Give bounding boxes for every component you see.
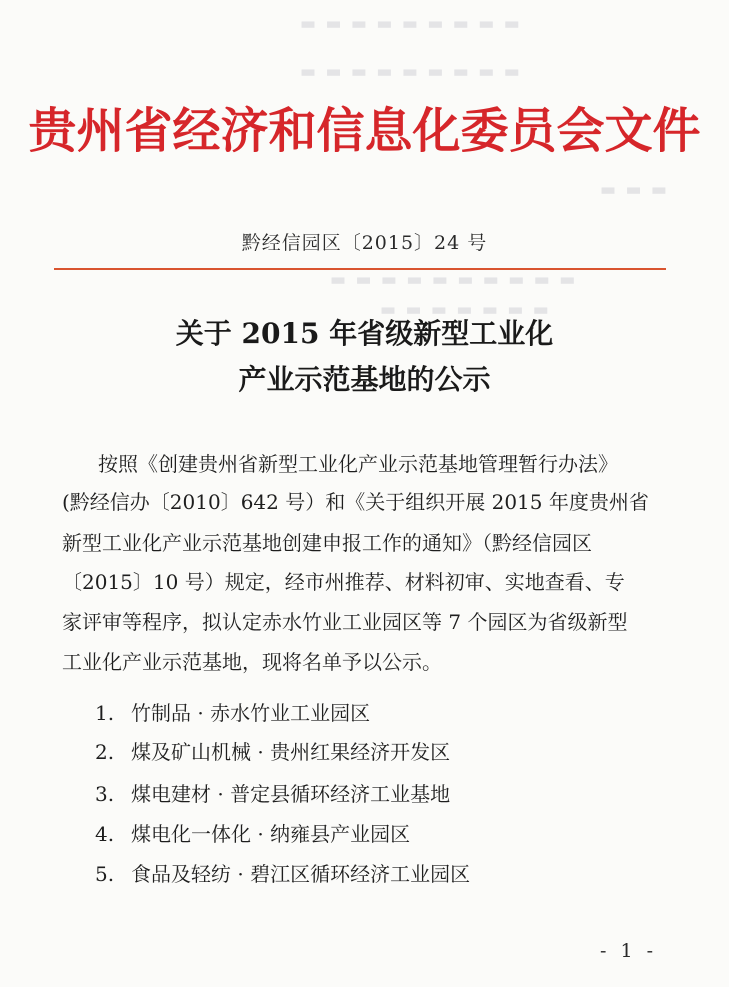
list-item bbox=[95, 780, 450, 808]
document-title-line-1: 关于 2015 年省级新型工业化 bbox=[175, 317, 554, 350]
paragraph-line: 按照《创建贵州省新型工业化产业示范基地管理暂行办法》 bbox=[98, 452, 618, 476]
page-number: - 1 - bbox=[600, 940, 658, 962]
paragraph-line: 家评审等程序，拟认定赤水竹业工业园区等 7 个园区为省级新型 bbox=[62, 610, 628, 634]
paragraph-line: 工业化产业示范基地，现将名单予以公示。 bbox=[62, 650, 442, 674]
list-item bbox=[95, 699, 370, 727]
paragraph-line: 〔2015〕10 号）规定，经市州推荐、材料初审、实地查看、专 bbox=[62, 570, 625, 594]
issuing-authority-header: 贵州省经济和信息化委员会文件 bbox=[28, 103, 701, 159]
show-through-mark: ▬ ▬ ▬ ▬ ▬ ▬ ▬ ▬ ▬ ▬ bbox=[330, 270, 578, 290]
show-through-mark: ▬ ▬ ▬ ▬ ▬ ▬ ▬ ▬ ▬ bbox=[300, 62, 522, 82]
list-item-text: 煤电建材 · 普定县循环经济工业基地 bbox=[131, 782, 451, 806]
show-through-mark: ▬ ▬ ▬ ▬ ▬ ▬ ▬ bbox=[380, 300, 551, 320]
document-title-line-2: 产业示范基地的公示 bbox=[238, 363, 491, 396]
list-item-number: 4. bbox=[95, 822, 115, 846]
list-item bbox=[95, 820, 410, 848]
list-item-text: 煤电化一体化 · 纳雍县产业园区 bbox=[131, 822, 411, 846]
list-item-number: 3. bbox=[95, 782, 115, 806]
list-item-number: 5. bbox=[95, 862, 115, 886]
list-item-text: 煤及矿山机械 · 贵州红果经济开发区 bbox=[131, 740, 451, 764]
list-item-text: 竹制品 · 赤水竹业工业园区 bbox=[131, 701, 371, 725]
paragraph-line: (黔经信办〔2010〕642 号）和《关于组织开展 2015 年度贵州省 bbox=[62, 490, 649, 514]
document-number: 黔经信园区〔2015〕24 号 bbox=[241, 232, 488, 254]
paragraph-line: 新型工业化产业示范基地创建申报工作的通知》（黔经信园区 bbox=[62, 531, 592, 555]
show-through-mark: ▬ ▬ ▬ ▬ ▬ ▬ ▬ ▬ ▬ bbox=[300, 14, 522, 34]
list-item bbox=[95, 738, 450, 766]
list-item-text: 食品及轻纺 · 碧江区循环经济工业园区 bbox=[131, 862, 471, 886]
red-divider-line bbox=[54, 268, 666, 270]
show-through-mark: ▬ ▬ ▬ bbox=[600, 180, 669, 200]
list-item-number: 2. bbox=[95, 740, 115, 764]
list-item bbox=[95, 860, 470, 888]
list-item-number: 1. bbox=[95, 701, 115, 725]
